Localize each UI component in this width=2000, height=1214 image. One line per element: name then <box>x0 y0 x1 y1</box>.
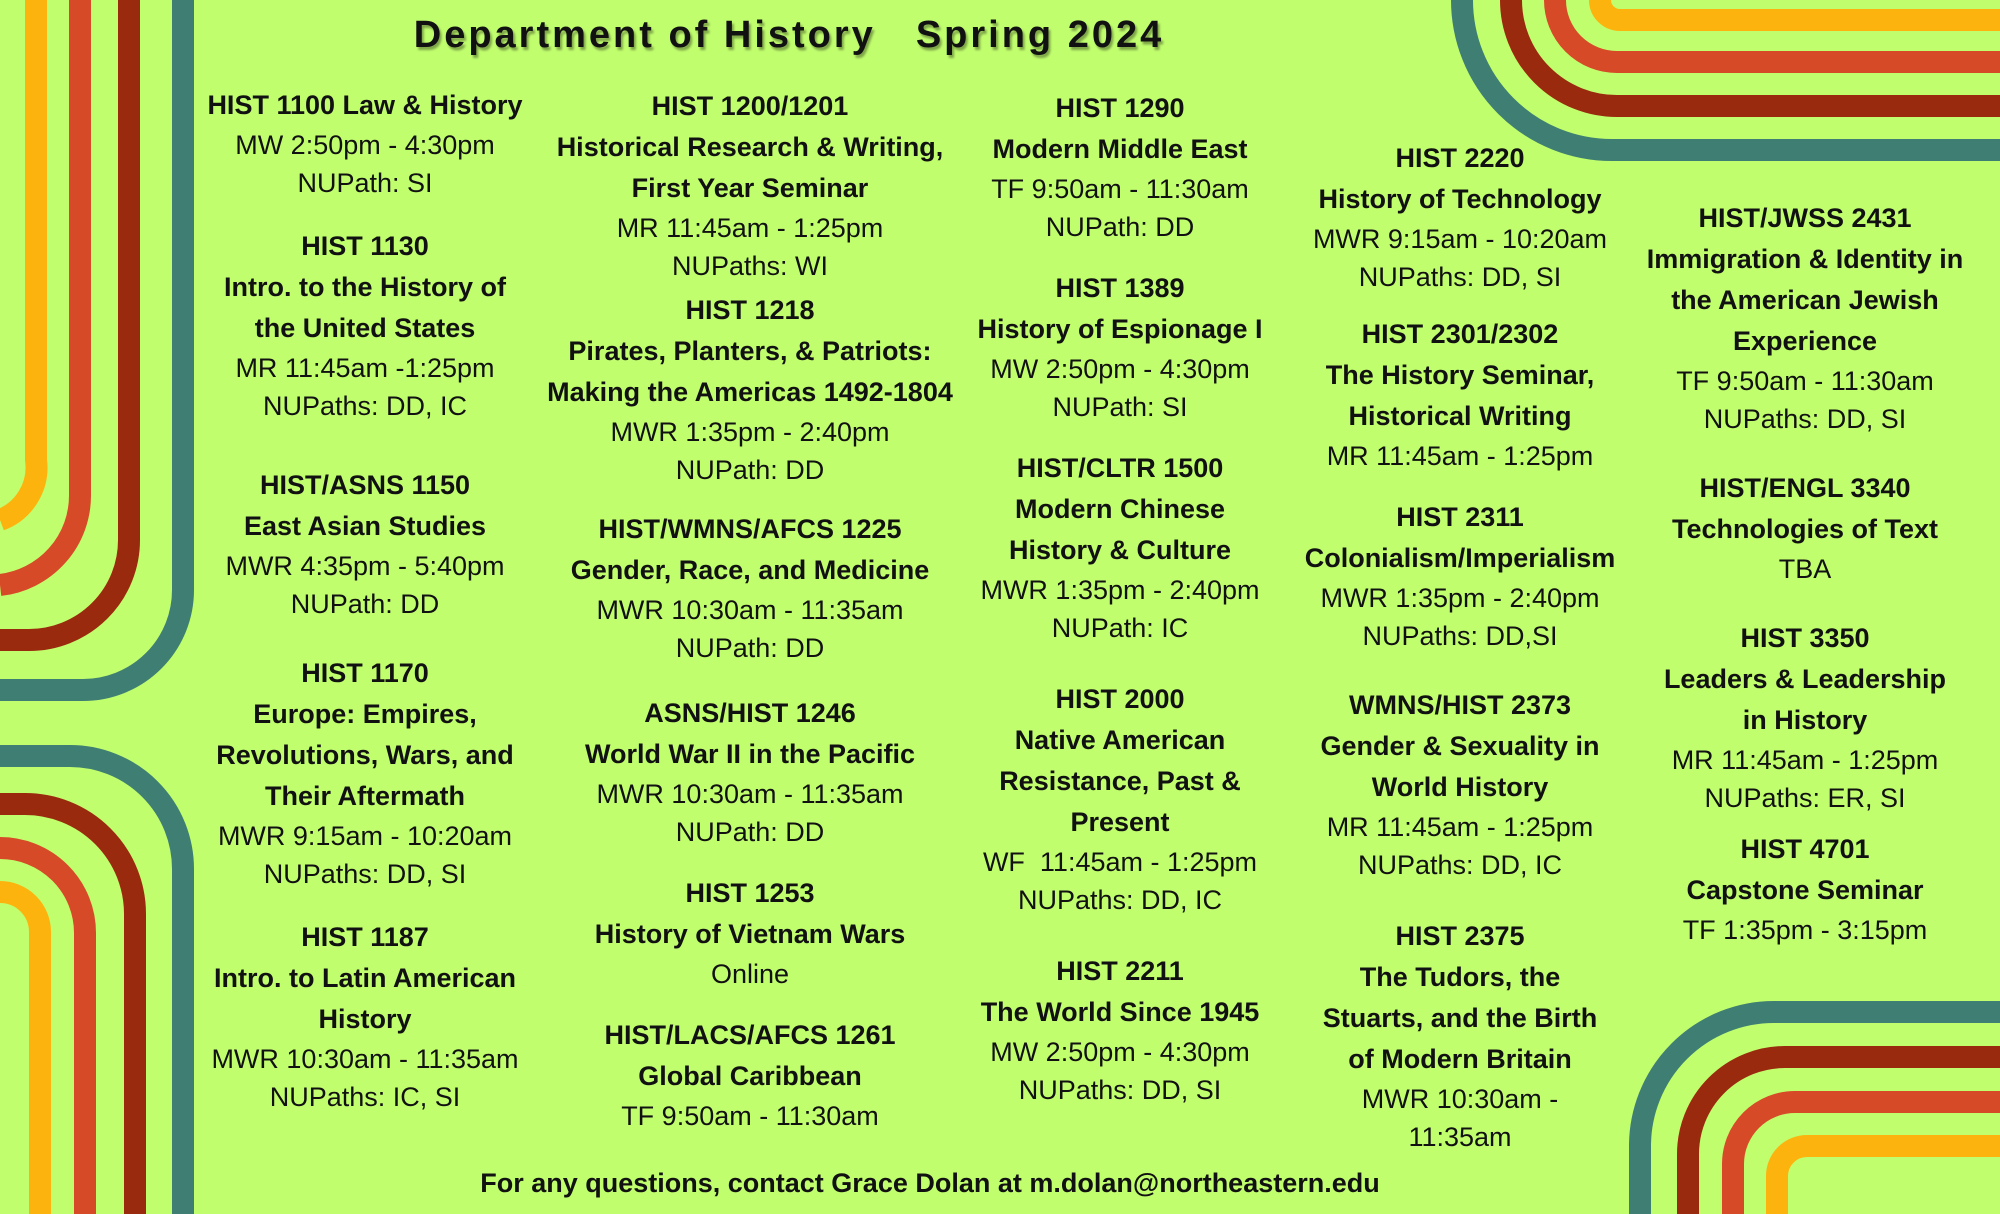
course-title: World History <box>1371 772 1549 802</box>
course-nupath: NUPaths: DD, SI <box>263 859 467 889</box>
course-code: HIST 4701 <box>1740 834 1870 864</box>
course-time: MW 2:50pm - 4:30pm <box>990 354 1250 384</box>
course-title: History of Vietnam Wars <box>594 919 906 949</box>
course-time: MW 2:50pm - 4:30pm <box>235 130 495 160</box>
course-time: TF 9:50am - 11:30am <box>1676 366 1934 396</box>
course-nupath: NUPaths: DD, IC <box>1357 850 1563 880</box>
course-time: MR 11:45am - 1:25pm <box>1326 441 1594 471</box>
course-time: MWR 10:30am - 11:35am <box>596 595 904 625</box>
course-code: HIST 1389 <box>1055 273 1185 303</box>
course-code: HIST/ASNS 1150 <box>259 470 471 500</box>
course-title: Capstone Seminar <box>1686 875 1924 905</box>
course-code: HIST 1130 <box>301 231 429 261</box>
course-code: HIST 2000 <box>1055 684 1185 714</box>
course-hist-1246 <box>530 693 970 851</box>
course-code: HIST 2375 <box>1395 921 1525 951</box>
course-code: HIST 1253 <box>685 878 815 908</box>
course-time: MR 11:45am -1:25pm <box>235 353 495 383</box>
course-time: MWR 9:15am - 10:20am <box>217 821 513 851</box>
course-hist-1253 <box>530 873 970 993</box>
course-title: Modern Middle East <box>992 134 1248 164</box>
course-title: the American Jewish <box>1671 285 1939 315</box>
course-nupath: NUPaths: ER, SI <box>1704 783 1906 813</box>
course-code: HIST 3350 <box>1740 623 1870 653</box>
course-title: History & Culture <box>1008 535 1232 565</box>
course-hist-2373 <box>1300 685 1620 884</box>
course-time: MWR 9:15am - 10:20am <box>1312 224 1608 254</box>
course-title: Their Aftermath <box>264 781 466 811</box>
course-column-3 <box>960 88 1280 1109</box>
course-code: HIST/JWSS 2431 <box>1698 203 1912 233</box>
contact-footer: For any questions, contact Grace Dolan at m.dolan@northeastern.edu <box>480 1168 1380 1198</box>
course-title: Global Caribbean <box>638 1061 862 1091</box>
course-column-2 <box>530 86 970 1135</box>
course-title: First Year Seminar <box>631 173 869 203</box>
course-time: MWR 1:35pm - 2:40pm <box>980 575 1260 605</box>
course-hist-2000 <box>960 679 1280 919</box>
course-time: MR 11:45am - 1:25pm <box>1671 745 1939 775</box>
course-nupath: NUPaths: DD, SI <box>1018 1075 1222 1105</box>
course-title: History <box>318 1004 412 1034</box>
course-hist-1225 <box>530 509 970 667</box>
course-time-continued: 11:35am <box>1408 1122 1512 1152</box>
course-hist-2375 <box>1300 916 1620 1156</box>
course-hist-1150 <box>195 465 535 623</box>
course-title: Gender, Race, and Medicine <box>570 555 930 585</box>
page-title <box>0 14 1578 57</box>
course-code: HIST/CLTR 1500 <box>1016 453 1224 483</box>
course-hist-1218 <box>530 290 970 489</box>
course-title: Leaders & Leadership <box>1663 664 1947 694</box>
course-hist-1100 <box>195 85 535 202</box>
course-nupath: NUPaths: DD, IC <box>262 391 468 421</box>
course-time: MWR 4:35pm - 5:40pm <box>225 551 505 581</box>
course-title: Making the Americas 1492-1804 <box>547 377 953 407</box>
course-title: Technologies of Text <box>1671 514 1939 544</box>
course-time: TF 9:50am - 11:30am <box>991 174 1249 204</box>
course-code: HIST/ENGL 3340 <box>1699 473 1911 503</box>
course-hist-1500 <box>960 448 1280 647</box>
course-code: HIST 1170 <box>301 658 429 688</box>
course-title: in History <box>1742 705 1868 735</box>
course-code: HIST 1290 <box>1055 93 1185 123</box>
course-hist-2301 <box>1300 314 1620 475</box>
course-title: The History Seminar, <box>1325 360 1595 390</box>
course-title: World War II in the Pacific <box>584 739 916 769</box>
course-time: MR 11:45am - 1:25pm <box>616 213 884 243</box>
course-title: Native American <box>1014 725 1226 755</box>
course-title: Intro. to the History of <box>224 272 506 302</box>
course-hist-3350 <box>1638 618 1972 817</box>
course-title: Present <box>1070 807 1170 837</box>
course-column-5 <box>1638 198 1972 949</box>
course-title: Resistance, Past & <box>999 766 1241 796</box>
course-nupath: NUPath: DD <box>675 633 825 663</box>
course-nupath: NUPath: DD <box>290 589 440 619</box>
course-nupath: NUPath: SI <box>297 168 433 198</box>
course-title: Experience <box>1732 326 1878 356</box>
course-hist-1389 <box>960 268 1280 426</box>
course-title: The World Since 1945 <box>980 997 1260 1027</box>
course-code: HIST 2311 <box>1396 502 1524 532</box>
course-nupath: NUPaths: DD, IC <box>1017 885 1223 915</box>
course-hist-3340 <box>1638 468 1972 588</box>
course-title: Revolutions, Wars, and <box>216 740 514 770</box>
course-hist-1290 <box>960 88 1280 246</box>
course-title: Historical Research & Writing, <box>556 132 944 162</box>
course-hist-4701 <box>1638 829 1972 949</box>
course-title: The Tudors, the <box>1359 962 1561 992</box>
course-nupath: NUPaths: DD, SI <box>1703 404 1907 434</box>
course-time: WF 11:45am - 1:25pm <box>982 847 1258 877</box>
course-time: MWR 10:30am - 11:35am <box>596 779 904 809</box>
course-nupath: NUPath: DD <box>675 455 825 485</box>
course-time: TF 9:50am - 11:30am <box>621 1101 879 1131</box>
course-nupath: NUPaths: DD, SI <box>1358 262 1562 292</box>
course-hist-1187 <box>195 917 535 1116</box>
course-time: MWR 1:35pm - 2:40pm <box>1320 583 1600 613</box>
course-code: HIST 1187 <box>301 922 429 952</box>
course-title: Immigration & Identity in <box>1646 244 1964 274</box>
course-column-4 <box>1300 138 1620 1156</box>
course-code: HIST 2301/2302 <box>1361 319 1559 349</box>
course-time: MW 2:50pm - 4:30pm <box>990 1037 1250 1067</box>
course-nupath: NUPath: SI <box>1052 392 1188 422</box>
course-time: MR 11:45am - 1:25pm <box>1326 812 1594 842</box>
course-time: MWR 10:30am - <box>1361 1084 1559 1114</box>
course-title: of Modern Britain <box>1348 1044 1572 1074</box>
course-code: WMNS/HIST 2373 <box>1348 690 1572 720</box>
course-nupath: NUPaths: IC, SI <box>269 1082 461 1112</box>
course-code: HIST 2211 <box>1056 956 1184 986</box>
course-title: the United States <box>254 313 476 343</box>
course-time: MWR 1:35pm - 2:40pm <box>610 417 890 447</box>
course-title: History of Espionage I <box>977 314 1263 344</box>
course-title: Gender & Sexuality in <box>1320 731 1600 761</box>
course-time: TBA <box>1778 554 1832 584</box>
course-title: East Asian Studies <box>243 511 487 541</box>
course-code: ASNS/HIST 1246 <box>644 698 856 728</box>
course-hist-1130 <box>195 226 535 425</box>
course-title: Europe: Empires, <box>253 699 477 729</box>
course-nupath: NUPaths: DD,SI <box>1362 621 1558 651</box>
course-title: Colonialism/Imperialism <box>1304 543 1616 573</box>
course-title: Stuarts, and the Birth <box>1322 1003 1598 1033</box>
title-department: Department of History <box>413 14 876 56</box>
course-code: HIST 1100 Law & History <box>207 90 523 120</box>
course-code: HIST 2220 <box>1395 143 1525 173</box>
course-time: TF 1:35pm - 3:15pm <box>1682 915 1928 945</box>
course-time: Online <box>710 959 790 989</box>
course-code: HIST 1218 <box>685 295 815 325</box>
course-title: Pirates, Planters, & Patriots: <box>568 336 932 366</box>
course-code: HIST/WMNS/AFCS 1225 <box>598 514 902 544</box>
course-title: Modern Chinese <box>1014 494 1226 524</box>
course-title: Intro. to Latin American <box>213 963 517 993</box>
course-nupath: NUPath: DD <box>675 817 825 847</box>
course-title: Historical Writing <box>1348 401 1572 431</box>
course-column-1 <box>195 85 535 1116</box>
course-hist-1170 <box>195 653 535 893</box>
course-code: HIST/LACS/AFCS 1261 <box>604 1020 896 1050</box>
title-term: Spring 2024 <box>915 14 1165 56</box>
course-code: HIST 1200/1201 <box>651 91 849 121</box>
course-hist-1261 <box>530 1015 970 1135</box>
course-title: History of Technology <box>1318 184 1602 214</box>
course-nupath: NUPath: IC <box>1051 613 1189 643</box>
course-nupath: NUPath: DD <box>1045 212 1195 242</box>
course-hist-1200 <box>530 86 970 285</box>
course-hist-2311 <box>1300 497 1620 655</box>
course-hist-2220 <box>1300 138 1620 296</box>
course-hist-2211 <box>960 951 1280 1109</box>
course-time: MWR 10:30am - 11:35am <box>211 1044 519 1074</box>
course-nupath: NUPaths: WI <box>671 251 829 281</box>
course-hist-2431 <box>1638 198 1972 438</box>
